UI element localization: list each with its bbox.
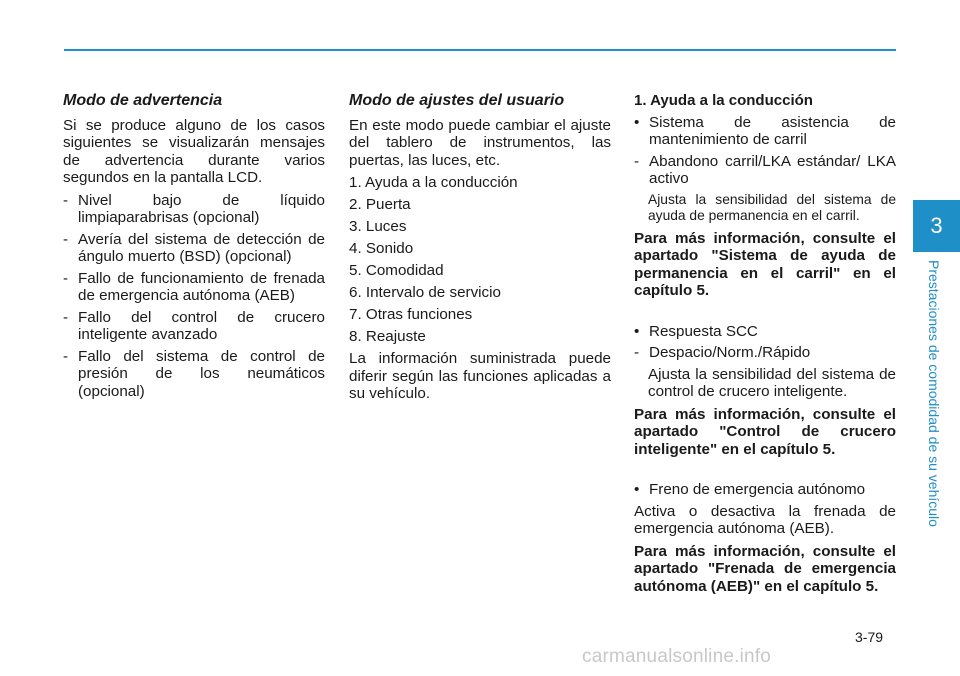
chapter-number: 3 <box>930 213 943 238</box>
body-paragraph: Activa o desactiva la frenada de emergencia autónoma (AEB). <box>634 502 896 537</box>
list-item: 2. Puerta <box>349 196 411 213</box>
column-warning-mode <box>63 92 325 404</box>
list-item: - Fallo del control de crucero inteligente avanzado <box>63 308 325 343</box>
list-item-text: Fallo del control de crucero inteligente avanzado <box>78 308 325 343</box>
note-text: Ajusta la sensibilidad del sistema de control de crucero inteligente. <box>648 365 896 400</box>
top-rule <box>64 49 896 51</box>
bullet-item: • Respuesta SCC <box>634 322 758 340</box>
column-user-settings <box>349 92 611 408</box>
list-item: 8. Reajuste <box>349 328 426 345</box>
list-item: 5. Comodidad <box>349 262 444 279</box>
page-number: 3-79 <box>855 629 884 645</box>
chapter-label: Prestaciones de comodidad de su vehículo <box>926 260 942 527</box>
column-driving-assistance <box>634 92 896 600</box>
bullet-item: • Freno de emergencia autónomo <box>634 481 866 498</box>
chapter-tab <box>913 200 960 252</box>
list-item: 6. Intervalo de servicio <box>349 284 501 301</box>
watermark: carmanualsonline.info <box>582 646 772 667</box>
section-title: 1. Ayuda a la conducción <box>634 92 813 109</box>
list-item: - Fallo de funcionamiento de frenada de emergencia autónoma (AEB) <box>63 269 325 304</box>
list-item: - Fallo del sistema de control de presión de los neumáticos (opcional) <box>63 347 325 400</box>
section-title: Modo de ajustes del usuario <box>349 92 565 109</box>
reference-text: Para más información, consulte el apartado "Control de crucero inteligente" en el capítulo 5. <box>634 405 896 458</box>
list-item-text: Fallo de funcionamiento de frenada de emergencia autónoma (AEB) <box>78 269 325 304</box>
outro-paragraph: La información suministrada puede diferir según las funciones aplicadas a su vehículo. <box>349 350 611 402</box>
option-item: - Despacio/Norm./Rápido <box>634 344 811 361</box>
reference-text: Para más información, consulte el apartado "Sistema de ayuda de permanencia en el carril" en el capítulo 5. <box>634 229 896 299</box>
intro-paragraph: En este modo puede cambiar el ajuste del tablero de instrumentos, las puertas, las luces, etc. <box>349 116 611 169</box>
list-item: - Nivel bajo de líquido limpiaparabrisas (opcional) <box>63 191 325 226</box>
option-item: - Abandono carril/LKA estándar/ LKA activo <box>634 152 896 187</box>
note-text: Ajusta la sensibilidad del sistema de ayuda de permanencia en el carril. <box>648 191 896 223</box>
list-item-text: Fallo del sistema de control de presión de los neumáticos (opcional) <box>78 347 325 400</box>
list-item-text: Nivel bajo de líquido limpiaparabrisas (opcional) <box>78 191 325 226</box>
intro-paragraph: Si se produce alguno de los casos siguientes se visualizarán mensajes de advertencia durante varios segundos en la pantalla LCD. <box>63 116 325 186</box>
list-item: 1. Ayuda a la conducción <box>349 174 518 191</box>
list-item: 3. Luces <box>349 218 407 235</box>
section-title: Modo de advertencia <box>63 92 223 109</box>
list-item: 7. Otras funciones <box>349 306 473 323</box>
reference-text: Para más información, consulte el apartado "Frenada de emergencia autónoma (AEB)" en el capítulo 5. <box>634 542 896 595</box>
list-item: 4. Sonido <box>349 240 414 257</box>
bullet-item: • Sistema de asistencia de mantenimiento de carril <box>634 113 896 148</box>
list-item: - Avería del sistema de detección de ángulo muerto (BSD) (opcional) <box>63 230 325 265</box>
list-item-text: Avería del sistema de detección de ángulo muerto (BSD) (opcional) <box>78 230 325 265</box>
